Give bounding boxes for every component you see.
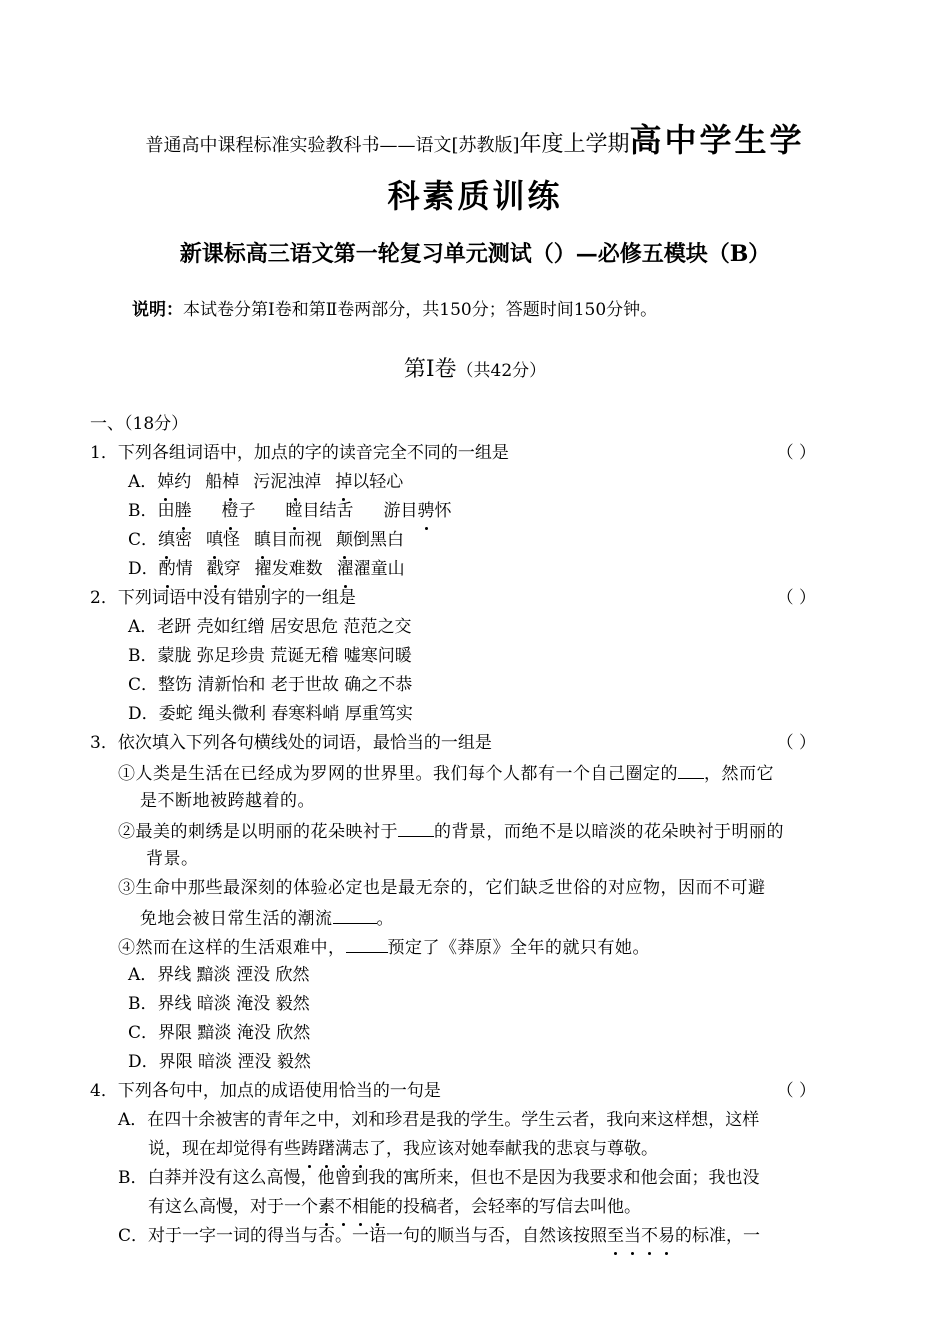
title-main: 高中学生学	[629, 121, 805, 159]
fill-blank	[398, 816, 434, 837]
option-label: A．	[128, 472, 158, 492]
word-part: 穿	[223, 559, 241, 579]
sentence-text: 。	[376, 909, 394, 929]
question-1-option-b	[90, 497, 860, 526]
title-semester: 年度上学期	[519, 132, 630, 157]
section-heading	[0, 353, 950, 388]
question-1-stem	[90, 439, 860, 468]
question-3-sentence-4	[90, 932, 860, 961]
word-part: 怀	[434, 501, 452, 521]
word-part: 淖	[304, 472, 322, 492]
word-part: 污泥	[253, 472, 288, 492]
sentence-text: ①人类是生活在已经成为罗网的世界里。我们每个人都有一个自己圈定的	[118, 764, 678, 784]
questions-body	[90, 410, 860, 1251]
question-4-stem	[90, 1077, 860, 1106]
option-label: B．	[128, 501, 158, 521]
fill-blank	[346, 932, 388, 953]
question-3-sentence-1	[90, 758, 860, 787]
dotted-char: 志	[352, 1135, 369, 1164]
dotted-char: 塍	[175, 497, 192, 526]
question-2-stem	[90, 584, 860, 613]
answer-bracket: （ ）	[776, 443, 816, 463]
option-label: D．	[128, 559, 159, 579]
dotted-char: 骋	[418, 497, 435, 526]
sentence-text: 的投稿者，会轻率的写信去叫他。	[386, 1197, 641, 1217]
fill-blank	[678, 758, 704, 779]
dotted-char: 橙	[222, 497, 239, 526]
word-part: 目而视	[271, 530, 323, 550]
dotted-char: 当	[624, 1222, 641, 1251]
option-label: C．	[128, 530, 159, 550]
sentence-text: 的标准，一	[675, 1226, 761, 1246]
question-3-option-d: D．界限 暗淡 湮没 毅然	[128, 1052, 311, 1072]
answer-bracket: （ ）	[776, 588, 816, 608]
dotted-idiom	[301, 1139, 369, 1159]
dotted-char: 不	[335, 1193, 352, 1222]
dotted-char: 擢	[255, 555, 272, 584]
title-textbook-series: 普通高中课程标准实验教科书——语文[苏教版]	[145, 135, 520, 156]
dotted-char: 嗔	[206, 526, 223, 555]
question-3-option-b: B．界线 暗淡 淹没 毅然	[128, 994, 310, 1014]
answer-bracket: （ ）	[776, 1081, 816, 1101]
question-text: 2．下列词语中没有错别字的一组是	[90, 588, 356, 608]
word-part: 子	[238, 501, 256, 521]
dotted-char: 婥	[157, 468, 174, 497]
question-3-sentence-2	[90, 816, 860, 845]
document-title	[60, 118, 890, 168]
question-3-sentence-1-cont: 是不断地被跨越着的。	[140, 791, 315, 811]
question-3-sentence-3: ③生命中那些最深刻的体验必定也是最无奈的，它们缺乏世俗的对应物，因而不可避	[118, 878, 766, 898]
dotted-idiom	[318, 1197, 386, 1217]
dotted-char: 瞋	[254, 526, 271, 555]
sentence-text: ④然而在这样的生活艰难中，	[118, 938, 346, 958]
section-title: 第Ⅰ卷	[403, 357, 457, 382]
title-main-line2: 科素质训练	[387, 177, 563, 215]
word-part: 濯童山	[353, 559, 405, 579]
question-3-sentence-3-cont	[90, 903, 860, 932]
question-2-option-c: C．整饬 清新怡和 老于世故 确之不恭	[128, 675, 413, 695]
word-part: 田	[157, 501, 175, 521]
question-text: 3．依次填入下列各句横线处的词语，最恰当的一组是	[90, 733, 492, 753]
sentence-text: ②最美的刺绣是以明丽的花朵映衬于	[118, 822, 398, 842]
dotted-char: 相	[352, 1193, 369, 1222]
dotted-char: 缜	[158, 526, 175, 555]
question-4-option-c	[90, 1222, 860, 1251]
dotted-char: 颠	[336, 526, 353, 555]
word-part: 发难数	[271, 559, 323, 579]
question-text: 1．下列各组词语中，加点的字的读音完全不同的一组是	[90, 443, 509, 463]
sentence-text: 说，现在却觉得有些	[148, 1139, 301, 1159]
dotted-char: 瞠	[286, 497, 303, 526]
dotted-char: 不	[641, 1222, 658, 1251]
question-1-option-d	[90, 555, 860, 584]
dotted-char: 酌	[159, 555, 176, 584]
dotted-char: 易	[658, 1222, 675, 1251]
sentence-text: 免地会被日常生活的潮流	[140, 909, 333, 929]
sentence-text: 预定了《莽原》全年的就只有她。	[387, 938, 650, 958]
dotted-char: 能	[369, 1193, 386, 1222]
sentence-text: ，然而它	[704, 764, 774, 784]
word-part: 约	[174, 472, 192, 492]
question-4-option-a-cont	[90, 1135, 860, 1164]
question-1-option-c	[90, 526, 860, 555]
word-part: 情	[175, 559, 193, 579]
instructions-label: 说明：	[132, 300, 183, 320]
question-3-option-a: A．界线 黯淡 湮没 欣然	[128, 965, 310, 985]
word-part: 以轻心	[352, 472, 404, 492]
sentence-text: 的背景，而绝不是以暗淡的花朵映衬于明丽的	[434, 822, 784, 842]
answer-bracket: （ ）	[776, 733, 816, 753]
word-part: 倒黑白	[353, 530, 405, 550]
question-3-option-c: C．界限 黯淡 淹没 欣然	[128, 1023, 311, 1043]
dotted-char: 浊	[287, 468, 304, 497]
dotted-idiom	[607, 1226, 675, 1246]
dotted-char: 素	[318, 1193, 335, 1222]
exam-instructions	[132, 296, 657, 324]
dotted-char: 掉	[335, 468, 352, 497]
dotted-char: 濯	[337, 555, 354, 584]
question-2-option-b: B．蒙胧 弥足珍贵 荒诞无稽 嘘寒问暖	[128, 646, 412, 666]
part-heading: 一、（18分）	[90, 414, 189, 434]
dotted-char: 棹	[222, 468, 239, 497]
sentence-text: 了，我应该对她奉献我的悲哀与尊敬。	[369, 1139, 658, 1159]
word-part: 怪	[223, 530, 241, 550]
question-1-option-a	[90, 468, 860, 497]
dotted-char: 踌	[301, 1135, 318, 1164]
sentence-text: 有这么高慢，对于一个	[148, 1197, 318, 1217]
exam-subtitle: 新课标高三语文第一轮复习单元测试（）—必修五模块（B）	[179, 241, 771, 267]
instructions-text: 本试卷分第Ⅰ卷和第Ⅱ卷两部分，共150分；答题时间150分钟。	[183, 300, 658, 320]
dotted-char: 戳	[207, 555, 224, 584]
question-3-stem	[90, 729, 860, 758]
dotted-char: 躇	[318, 1135, 335, 1164]
dotted-char: 至	[607, 1222, 624, 1251]
word-part: 船	[205, 472, 223, 492]
question-3-sentence-2-cont: 背景。	[146, 849, 199, 869]
question-text: 4．下列各句中，加点的成语使用恰当的一句是	[90, 1081, 441, 1101]
dotted-char: 满	[335, 1135, 352, 1164]
sentence-text: C．对于一字一词的得当与否。一语一句的顺当与否，自然该按照	[118, 1226, 608, 1246]
question-2-option-d: D．委蛇 绳头微利 春寒料峭 厚重笃实	[128, 704, 413, 724]
question-4-option-b-cont	[90, 1193, 860, 1222]
word-part: 目结舌	[302, 501, 354, 521]
question-2-option-a: A．老趼 壳如红缯 居安思危 范范之交	[128, 617, 412, 637]
question-4-option-a: A．在四十余被害的青年之中，刘和珍君是我的学生。学生云者，我向来这样想，这样	[118, 1110, 760, 1130]
word-part: 密	[175, 530, 193, 550]
question-4-option-b: B．白莽并没有这么高慢，他曾到我的寓所来，但也不是因为我要求和他会面；我也没	[118, 1168, 760, 1188]
word-part: 游目	[383, 501, 418, 521]
section-score: （共42分）	[456, 361, 547, 381]
fill-blank	[333, 903, 377, 924]
